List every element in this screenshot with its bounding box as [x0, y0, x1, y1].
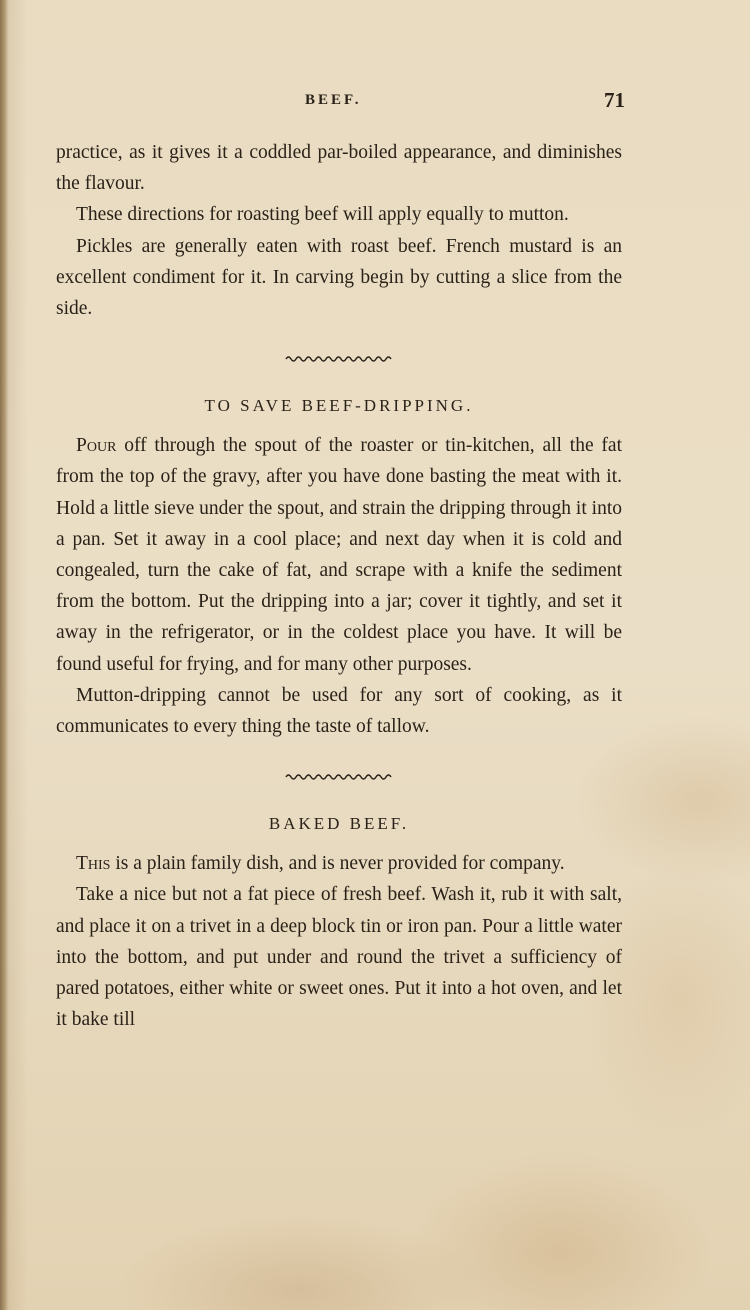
wavy-rule-icon: [284, 773, 394, 781]
section-divider-ornament: [56, 324, 622, 394]
body-text: [56, 137, 622, 1035]
section-heading-dripping: TO SAVE BEEF-DRIPPING.: [204, 396, 474, 416]
paragraph-continued: practice, as it gives it a coddled par-boiled appearance, and diminishes the flavour.: [56, 142, 622, 195]
running-head: [60, 88, 625, 118]
paragraph-text: off through the spout of the roaster or tin-kitchen, all the fat from the top of the gravy, after you have done basting the meat with it. Hold a little sieve under the spout, and strain the dripping through it into a pan. Set it away in a cool place; and next day when it is cold and congealed, turn the cake of fat, and scrape with a knife the sediment from the bottom. Put the dripping into a jar; cover it tightly, and set it away in the refrigerator, or in the coldest place you have. It will be found useful for frying, and for many other purposes.: [56, 435, 622, 675]
lead-word: This: [76, 853, 111, 875]
running-title: BEEF.: [305, 92, 362, 108]
paragraph-dripping-method: [56, 430, 622, 680]
section-divider-ornament: [56, 742, 622, 812]
paragraph-text: is a plain family dish, and is never provided for company.: [110, 853, 565, 875]
page-number: 71: [604, 88, 625, 112]
page-gutter-shadow: [0, 0, 8, 1310]
paragraph-baked-intro: [56, 848, 622, 879]
section-heading-baked-beef: BAKED BEEF.: [268, 814, 410, 834]
lead-word: Pour: [76, 435, 117, 457]
paragraph-mutton-dripping: Mutton-dripping cannot be used for any sort of cooking, as it communicates to every thing the taste of tallow.: [56, 684, 622, 738]
paragraph-pickles: Pickles are generally eaten with roast beef. French mustard is an excellent condiment for it. In carving begin by cutting a slice from the side.: [56, 235, 622, 320]
paragraph-baked-method: Take a nice but not a fat piece of fresh beef. Wash it, rub it with salt, and place it on a trivet in a deep block tin or iron pan. Pour a little water into the bottom, and put under and round the trivet a sufficiency of pared potatoes, either white or sweet ones. Put it into a hot oven, and let it bake till: [56, 884, 622, 1031]
wavy-rule-icon: [284, 355, 394, 363]
paragraph-mutton-note: These directions for roasting beef will apply equally to mutton.: [76, 204, 569, 226]
